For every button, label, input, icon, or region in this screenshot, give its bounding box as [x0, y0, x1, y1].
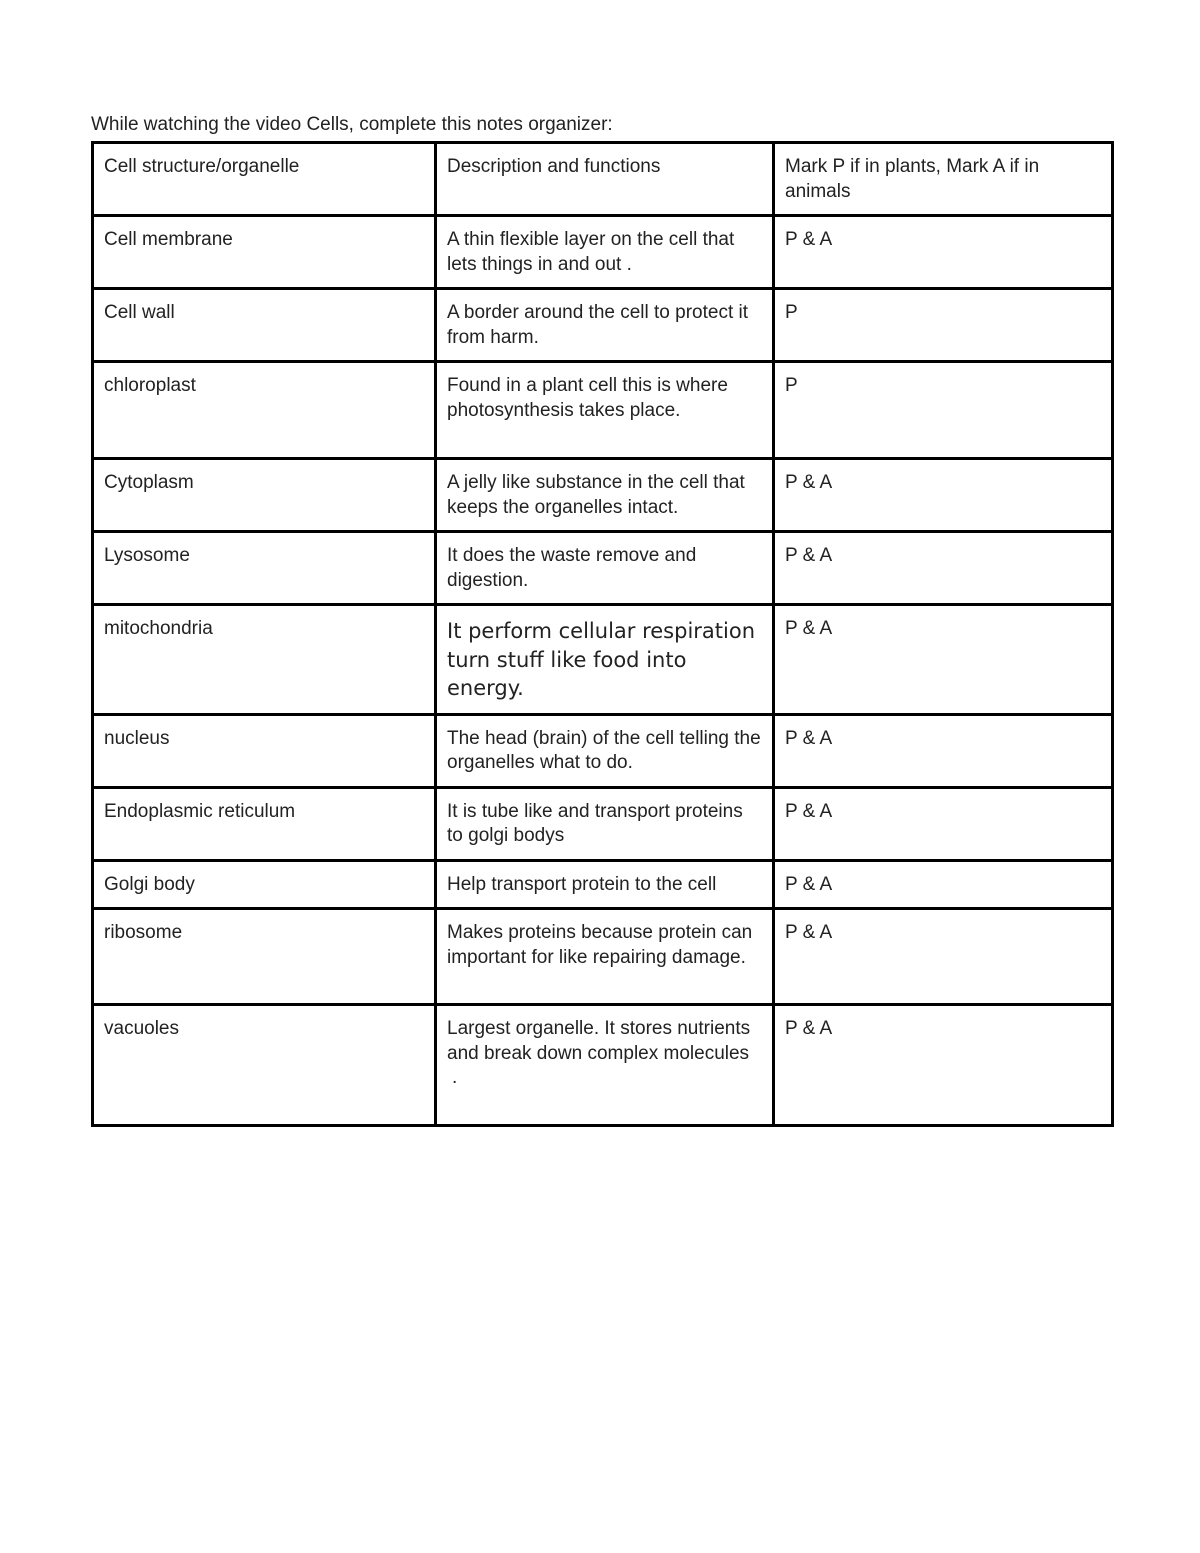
- table-row: [93, 787, 1113, 860]
- mark-cell: P & A: [774, 1005, 1113, 1126]
- mark-cell: P & A: [774, 216, 1113, 289]
- table-row: [93, 459, 1113, 532]
- mark-cell: P & A: [774, 860, 1113, 909]
- mark-cell: P & A: [774, 459, 1113, 532]
- organelle-cell: Endoplasmic reticulum: [93, 787, 436, 860]
- mark-cell: P: [774, 362, 1113, 459]
- organelle-cell: chloroplast: [93, 362, 436, 459]
- organelle-cell: Cytoplasm: [93, 459, 436, 532]
- description-cell: [436, 1005, 774, 1126]
- table-row: [93, 860, 1113, 909]
- description-cell: A jelly like substance in the cell that keeps the organelles intact.: [436, 459, 774, 532]
- mark-cell: P & A: [774, 909, 1113, 1005]
- table-row: [93, 909, 1113, 1005]
- table-header-row: [93, 143, 1113, 216]
- organelle-cell: vacuoles: [93, 1005, 436, 1126]
- description-trailer: .: [452, 1067, 458, 1088]
- description-text: Largest organelle. It stores nutrients and break down complex molecules: [447, 1018, 751, 1064]
- table-row: [93, 289, 1113, 362]
- header-cell-description: Description and functions: [436, 143, 774, 216]
- table-row: [93, 714, 1113, 787]
- organelle-cell: Lysosome: [93, 532, 436, 605]
- description-cell: It is tube like and transport proteins to golgi bodys: [436, 787, 774, 860]
- header-cell-organelle: Cell structure/organelle: [93, 143, 436, 216]
- notes-organizer-table: [91, 141, 1114, 1127]
- instructions-text: While watching the video Cells, complete this notes organizer:: [91, 114, 613, 135]
- organelle-cell: Cell wall: [93, 289, 436, 362]
- mark-cell: P & A: [774, 787, 1113, 860]
- mark-cell: P & A: [774, 714, 1113, 787]
- table-row: [93, 362, 1113, 459]
- description-cell: Makes proteins because protein can important for like repairing damage.: [436, 909, 774, 1005]
- organelle-cell: nucleus: [93, 714, 436, 787]
- mark-cell: P: [774, 289, 1113, 362]
- organelle-cell: Cell membrane: [93, 216, 436, 289]
- organelle-cell: ribosome: [93, 909, 436, 1005]
- table-row: [93, 532, 1113, 605]
- organelle-cell: mitochondria: [93, 605, 436, 715]
- description-cell: It does the waste remove and digestion.: [436, 532, 774, 605]
- description-text-large: It perform cellular respiration turn stuff like food into energy.: [447, 619, 756, 700]
- description-cell: The head (brain) of the cell telling the organelles what to do.: [436, 714, 774, 787]
- table-row: [93, 1005, 1113, 1126]
- mark-cell: P & A: [774, 532, 1113, 605]
- description-cell: [436, 605, 774, 715]
- header-cell-mark: Mark P if in plants, Mark A if in animals: [774, 143, 1113, 216]
- description-cell: A thin flexible layer on the cell that lets things in and out .: [436, 216, 774, 289]
- organelle-cell: Golgi body: [93, 860, 436, 909]
- description-cell: Help transport protein to the cell: [436, 860, 774, 909]
- mark-cell: P & A: [774, 605, 1113, 715]
- description-cell: Found in a plant cell this is where photosynthesis takes place.: [436, 362, 774, 459]
- table-row: [93, 605, 1113, 715]
- table-row: [93, 216, 1113, 289]
- description-cell: A border around the cell to protect it from harm.: [436, 289, 774, 362]
